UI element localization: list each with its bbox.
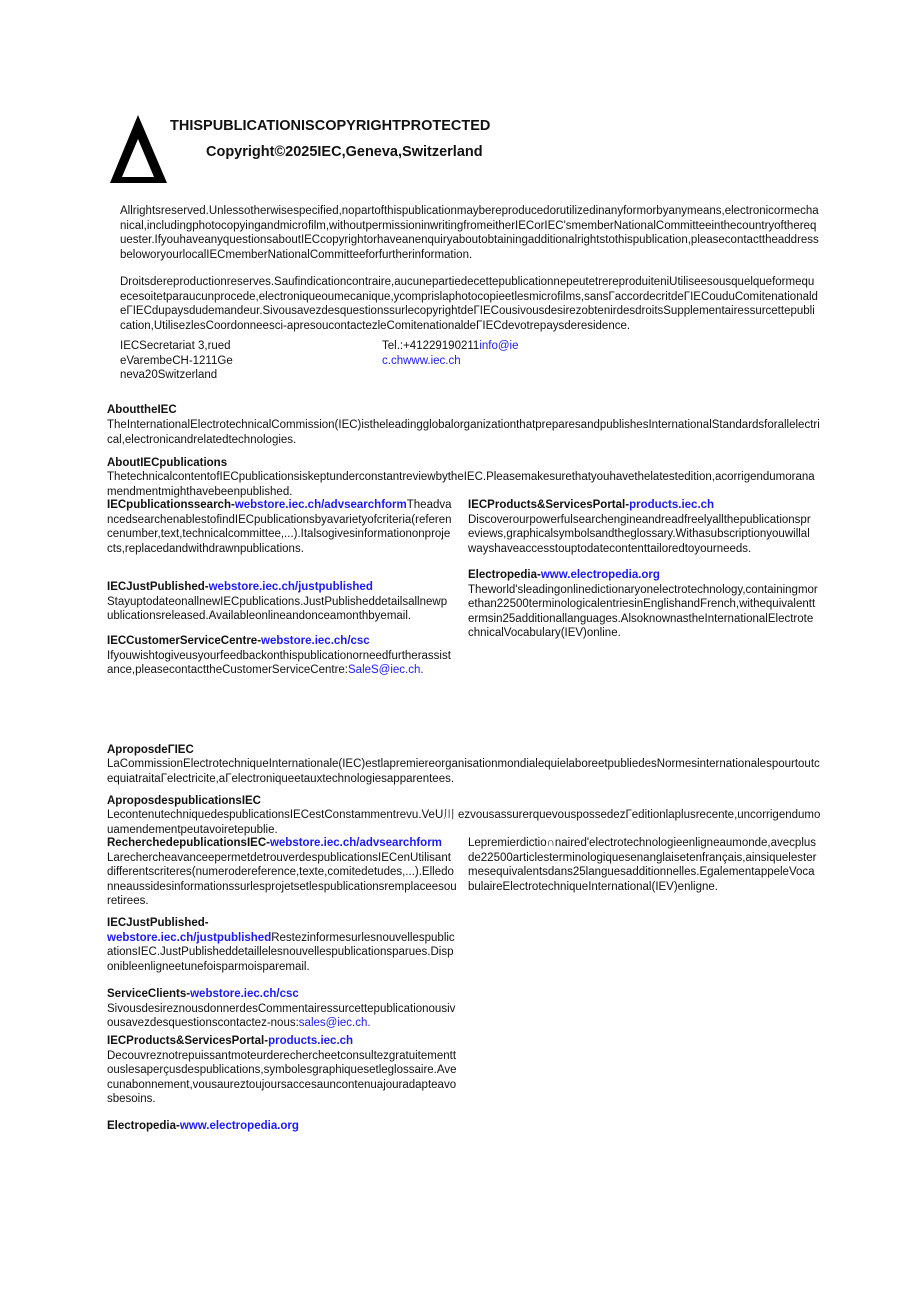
jp-text: StayuptodateonallnewIECpublications.JustPublisheddetailsallnewpublicationsreleased.Availableonlineandonceamonthbyemail. — [107, 595, 448, 622]
fr-portal-section — [107, 1034, 459, 1107]
website-link[interactable]: www.iec.ch — [403, 354, 461, 367]
search-section — [107, 498, 453, 556]
fr-search-link[interactable]: webstore.iec.ch/advsearchform — [269, 837, 442, 849]
email-link[interactable]: info@iec.ch — [382, 340, 519, 367]
csc-section — [107, 634, 453, 678]
portal-text: Discoverourpowerfulsearchengineandreadfreelyallthepublicationspreviews,graphicalsymbolsandtheglossary.Withasubscriptionyouwillalwayshaveaccesstouptodatecontenttailoredtoyourneeds. — [468, 513, 811, 555]
electropedia-section — [468, 568, 818, 641]
copyright-line: Copyright©2025IEC,Geneva,Switzerland — [206, 144, 483, 160]
ep-link[interactable]: www.electropedia.org — [540, 569, 660, 581]
fr-sc-link[interactable]: webstore.iec.ch/csc — [190, 988, 299, 1000]
portal-heading: IECProducts&ServicesPortal- — [468, 499, 630, 511]
csc-heading: IECCustomerServiceCentre- — [107, 635, 262, 647]
fr-about-text: LaCommissionElectrotechniqueInternationale(IEC)estlapremiereorganisationmondialequielaboreetpubliedesNormesinternationalespourtoutcequiatraitaΓelectricite,aΓelectroniqueetauxtechnologiesapparentees. — [107, 758, 820, 785]
just-published-section — [107, 580, 453, 624]
fr-jp-section — [107, 916, 459, 974]
fr-pubs-heading: AproposdespublicationsIEC — [107, 795, 261, 807]
fr-jp-link[interactable]: webstore.iec.ch/justpublished — [107, 931, 272, 944]
csc-email[interactable]: SaleS@iec.ch. — [348, 664, 424, 676]
fr-ep-link[interactable]: www.electropedia.org — [179, 1120, 299, 1132]
fr-about-heading: AproposdeΓIEC — [107, 744, 194, 756]
fr-ep-section — [107, 1119, 459, 1134]
fr-search-section — [107, 836, 457, 909]
fr-sc-heading: ServiceClients- — [107, 988, 191, 1000]
warning-triangle-logo — [109, 113, 169, 185]
tel-number: Tel.:+41229190211 — [382, 340, 480, 352]
search-heading: IECpublicationssearch- — [107, 499, 235, 511]
fr-jp-text: RestezinformesurlesnouvellespublicationsIEC.JustPublisheddetaillelesnouvellespublicationsparues.Disponibleenligneetunefoisparmoisparemail. — [107, 931, 455, 973]
portal-link[interactable]: products.iec.ch — [629, 499, 715, 511]
ep-heading: Electropedia- — [468, 569, 541, 581]
about-iec-text: TheInternationalElectrotechnicalCommission(IEC)istheleadingglobalorganizationthatpreparesandpublishesInternationalStandardsforallelectrical,electronicandrelatedtechnologies. — [107, 419, 820, 446]
about-pubs-text: ThetechnicalcontentofIECpublicationsiskeptunderconstantreviewbytheIEC.Pleasemakesurethatyouhavethelatestedition,acorrigendumoranamendmentmighthavebeenpublished. — [107, 471, 815, 498]
fr-ep-heading: Electropedia- — [107, 1120, 180, 1132]
portal-section — [468, 498, 814, 556]
about-pubs-heading: AboutIECpublications — [107, 457, 228, 469]
address-text: IECSecretariat 3,ruedeVarembeCH-1211Geneva20Switzerland — [120, 340, 233, 381]
jp-link[interactable]: webstore.iec.ch/justpublished — [208, 581, 373, 593]
fr-jp-heading: IECJustPublished- — [107, 917, 209, 929]
fr-portal-link[interactable]: products.iec.ch — [268, 1035, 354, 1047]
fr-search-heading: RecherchedepublicationsIEC- — [107, 837, 270, 849]
csc-link[interactable]: webstore.iec.ch/csc — [261, 635, 370, 647]
search-link[interactable]: webstore.iec.ch/advsearchform — [234, 499, 407, 511]
ep-text: Theworld'sleadingonlinedictionaryonelectrotechnology,containingmorethan22500terminologicalentriesinEnglishandFrench,withequivalenttermsin25additionallanguages.AlsoknownastheInternationalElectrotechnicalVocabulary(IEV)online. — [468, 583, 818, 639]
fr-search-text: LarechercheavanceepermetdetrouverdespublicationsIECenUtilisantdifferentscriteres(numerodereference,texte,comitedetudes,...).Elledonneaussidesinformationssurlesprojetsetlespublicationsremplaceesouretirees. — [107, 851, 457, 907]
rights-french: Droitsdereproductionreserves.Saufindicationcontraire,aucunepartiedecettepublicationnepeutetrereproduiteniUtiliseesousquelqueformequecesoitetparaucunprocede,electroniqueoumecanique,ycomprislaphotocopieetlesmicrofilms,sansΓaccordecritdeΓIECouduComitenationaldeΓIECdupaysdudemandeur.SivousavezdesquestionssurlecopyrightdeΓIECousivousdesirezobtenirdesdroitsSupplementairessurcettepublication,UtilisezlesCoordonneesci-apresoucontactezleComitenationaldeΓIECdevotrepaysderesidence. — [120, 276, 818, 332]
fr-portal-text: Decouvreznotrepuissantmoteurderechercheetconsultezgratuitementtouslesaperçusdespublications,symbolesgraphiquesetleglossaire.Avecunabonnement,vousaureztoujoursaccesauncontenuajouradapteavosbesoins. — [107, 1049, 457, 1105]
fr-sc-section — [107, 987, 459, 1031]
fr-sc-email[interactable]: sales@iec.ch. — [298, 1017, 371, 1029]
search-text: TheadvancedsearchenablestofindIECpublicationsbyavarietyofcriteria(referencenumber,text,technicalcommittee,...).Italsogivesinformationonprojects,replacedandwithdrawnpublications. — [107, 499, 452, 555]
fr-pubs-text: LecontenutechniquedespublicationsIECestConstammentrevu.VeU川 ezvousassurerquevouspossedezΓeditionlaplusrecente,uncorrigendumouamendementpeutavoiretepublie. — [107, 809, 821, 836]
fr-sc-text: SivousdesireznousdonnerdesCommentairessurcettepublicationousivousavezdesquestionscontactez-nous: — [107, 1002, 456, 1029]
fr-ep-text: Lepremierdictio∩naired'electrotechnologieenligneaumonde,avecplusde22500articlesterminologiquesenanglaisetenfrançais,ainsiquelestermesequivalentsdans25languesadditionnelles.EgalementappeleVocabulaireElectrotechniqueInternational(IEV)enligne. — [468, 837, 817, 893]
contact-info — [382, 339, 520, 368]
about-iec-heading: AbouttheIEC — [107, 404, 177, 416]
fr-portal-heading: IECProducts&ServicesPortal- — [107, 1035, 269, 1047]
jp-heading: IECJustPublished- — [107, 581, 209, 593]
copyright-title: THISPUBLICATIONISCOPYRIGHTPROTECTED — [170, 118, 491, 134]
rights-english: Allrightsreserved.Unlessotherwisespecified,nopartofthispublicationmaybereproducedorutilizedinanyformorbyanymeans,electronicormechanical,includingphotocopyingandmicrofilm,withoutpermissioninwritingfromeitherIECorIEC'smemberNationalCommitteeinthecountryoftherequester.IfyouhaveanyquestionsaboutIECcopyrightorhaveanenquiryaboutobtainingadditionalrightstothispublication,pleasecontacttheaddressbeloworyourlocalIECmemberNationalCommitteeforfurtherinformation. — [120, 205, 819, 261]
csc-text: Ifyouwishtogiveusyourfeedbackonthispublicationorneedfurtherassistance,pleasecontacttheCustomerServiceCentre: — [107, 649, 451, 676]
